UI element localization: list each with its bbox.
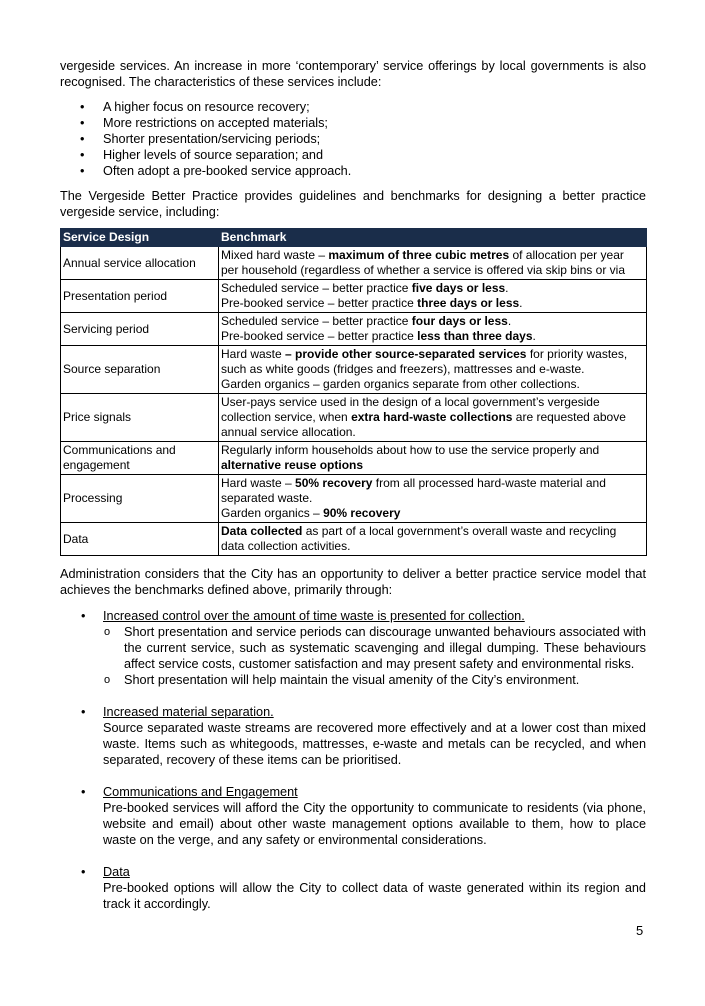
table-row [61, 346, 647, 394]
text: Mixed hard waste – [221, 248, 329, 262]
text: Pre-booked service – better practice [221, 329, 418, 343]
benchmark-line [221, 347, 644, 362]
text: of allocation per year [509, 248, 624, 262]
bold-text: extra hard-waste collections [351, 410, 513, 424]
list-item: • A higher focus on resource recovery; [60, 99, 646, 115]
benchmark-cell [219, 442, 647, 475]
text: Hard waste – [221, 476, 296, 490]
text: . [519, 296, 523, 310]
text: Garden organics – [221, 506, 324, 520]
list-item: • More restrictions on accepted materials; [60, 115, 646, 131]
table-body [61, 247, 647, 556]
text: User-pays service used in the design of a local government’s vergeside [221, 395, 600, 409]
text: Scheduled service – better practice [221, 314, 412, 328]
list-item [60, 864, 646, 912]
bold-text: less than three days [417, 329, 533, 343]
text: data collection activities. [221, 539, 351, 553]
table-row [61, 247, 647, 280]
text: such as white goods (fridges and freezers), mattresses and e-waste. [221, 362, 585, 376]
bold-text: Data collected [221, 524, 303, 538]
benchmark-line [221, 314, 644, 329]
intro-paragraph: vergeside services. An increase in more ‘contemporary’ service offerings by local governments is also recognised. The characteristics of these services include: [60, 59, 646, 89]
service-design-cell: Presentation period [61, 280, 219, 313]
item-heading: • Data [103, 865, 130, 879]
benchmark-cell [219, 523, 647, 556]
benchmark-line [221, 425, 644, 440]
service-design-cell: Source separation [61, 346, 219, 394]
header-benchmark: Benchmark [219, 229, 647, 247]
service-design-cell: Processing [61, 475, 219, 523]
benchmark-line [221, 524, 644, 539]
text: annual service allocation. [221, 425, 356, 439]
benchmark-line [221, 410, 644, 425]
benchmark-line [221, 491, 644, 506]
item-body: Source separated waste streams are recovered more effectively and at a lower cost than mixed waste. Items such as whitegoods, mattresses, e-waste and metals can be recycled, and when separated, recovery of these items can be prioritised. [103, 721, 646, 767]
benchmark-line [221, 248, 644, 263]
benchmark-cell [219, 247, 647, 280]
text: . [532, 329, 536, 343]
bold-text: – provide other source-separated services [285, 347, 527, 361]
service-design-cell: Annual service allocation [61, 247, 219, 280]
header-service-design: Service Design [61, 229, 219, 247]
sub-list-item: o Short presentation and service periods can discourage unwanted behaviours associated with the current service, such as systematic scavenging and illegal dumping. These behaviours affect service costs, customer satisfaction and may present safety and environmental risks. [103, 624, 646, 672]
sub-list [103, 624, 646, 688]
list-item [60, 608, 646, 688]
text: . [505, 281, 509, 295]
document-page [60, 58, 646, 928]
item-heading: • Increased control over the amount of time waste is presented for collection. [103, 609, 525, 623]
text: for priority wastes, [526, 347, 628, 361]
text: from all processed hard-waste material and [372, 476, 606, 490]
benchmark-line [221, 281, 644, 296]
bold-text: five days or less [411, 281, 506, 295]
text: . [507, 314, 512, 328]
item-heading: • Increased material separation. [103, 705, 274, 719]
sub-list-item: o Short presentation will help maintain the visual amenity of the City’s environment. [103, 672, 646, 688]
table-row [61, 523, 647, 556]
table-row [61, 394, 647, 442]
list-item: • Often adopt a pre-booked service approach. [60, 163, 646, 179]
bold-text: alternative reuse options [221, 458, 364, 472]
benchmark-line [221, 329, 644, 344]
opportunities-list [60, 608, 646, 912]
bold-text: maximum of three cubic metres [328, 248, 510, 262]
benchmark-line [221, 362, 644, 377]
text: Scheduled service – better practice [221, 281, 412, 295]
benchmark-cell [219, 313, 647, 346]
text: Pre-booked service – better practice [221, 296, 418, 310]
characteristics-list [60, 99, 646, 179]
table-row [61, 313, 647, 346]
table-header-row [61, 229, 647, 247]
text: Hard waste [221, 347, 286, 361]
benchmark-line [221, 296, 644, 311]
page-number: 5 [636, 923, 644, 938]
benchmark-table [60, 228, 647, 556]
benchmark-line [221, 506, 644, 521]
bold-text: 90% recovery [323, 506, 401, 520]
text: are requested above [512, 410, 626, 424]
benchmark-line [221, 458, 644, 473]
benchmark-line [221, 476, 644, 491]
list-item: • Higher levels of source separation; and [60, 147, 646, 163]
benchmark-cell [219, 280, 647, 313]
item-body: Pre-booked options will allow the City to collect data of waste generated within its region and track it accordingly. [103, 881, 646, 911]
benchmark-line [221, 539, 644, 554]
table-row [61, 280, 647, 313]
item-body: Pre-booked services will afford the City the opportunity to communicate to residents (via phone, website and email) about other waste management options available to them, how to place waste on the verge, and any safety or environmental considerations. [103, 801, 646, 847]
benchmark-line [221, 263, 644, 278]
service-design-cell: Price signals [61, 394, 219, 442]
bold-text: four days or less [411, 314, 508, 328]
list-item: • Shorter presentation/servicing periods; [60, 131, 646, 147]
benchmark-line [221, 377, 644, 392]
text: per household (regardless of whether a service is offered via skip bins or via [221, 263, 625, 277]
item-heading: • Communications and Engagement [103, 785, 298, 799]
benchmark-cell [219, 475, 647, 523]
bold-text: three days or less [417, 296, 520, 310]
vbp-paragraph: The Vergeside Better Practice provides guidelines and benchmarks for designing a better practice vergeside service, including: [60, 189, 646, 219]
list-item [60, 784, 646, 848]
table-row [61, 442, 647, 475]
service-design-cell: Communications and engagement [61, 442, 219, 475]
benchmark-cell [219, 394, 647, 442]
table-row [61, 475, 647, 523]
text: collection service, when [221, 410, 352, 424]
bold-text: 50% recovery [295, 476, 373, 490]
text: Garden organics – garden organics separate from other collections. [221, 377, 580, 391]
admin-paragraph: Administration considers that the City has an opportunity to deliver a better practice service model that achieves the benchmarks defined above, primarily through: [60, 567, 646, 597]
service-design-cell: Data [61, 523, 219, 556]
benchmark-line [221, 395, 644, 410]
text: Regularly inform households about how to use the service properly and [221, 443, 600, 457]
text: separated waste. [221, 491, 313, 505]
text: as part of a local government’s overall waste and recycling [302, 524, 617, 538]
benchmark-cell [219, 346, 647, 394]
service-design-cell: Servicing period [61, 313, 219, 346]
list-item [60, 704, 646, 768]
benchmark-line [221, 443, 644, 458]
